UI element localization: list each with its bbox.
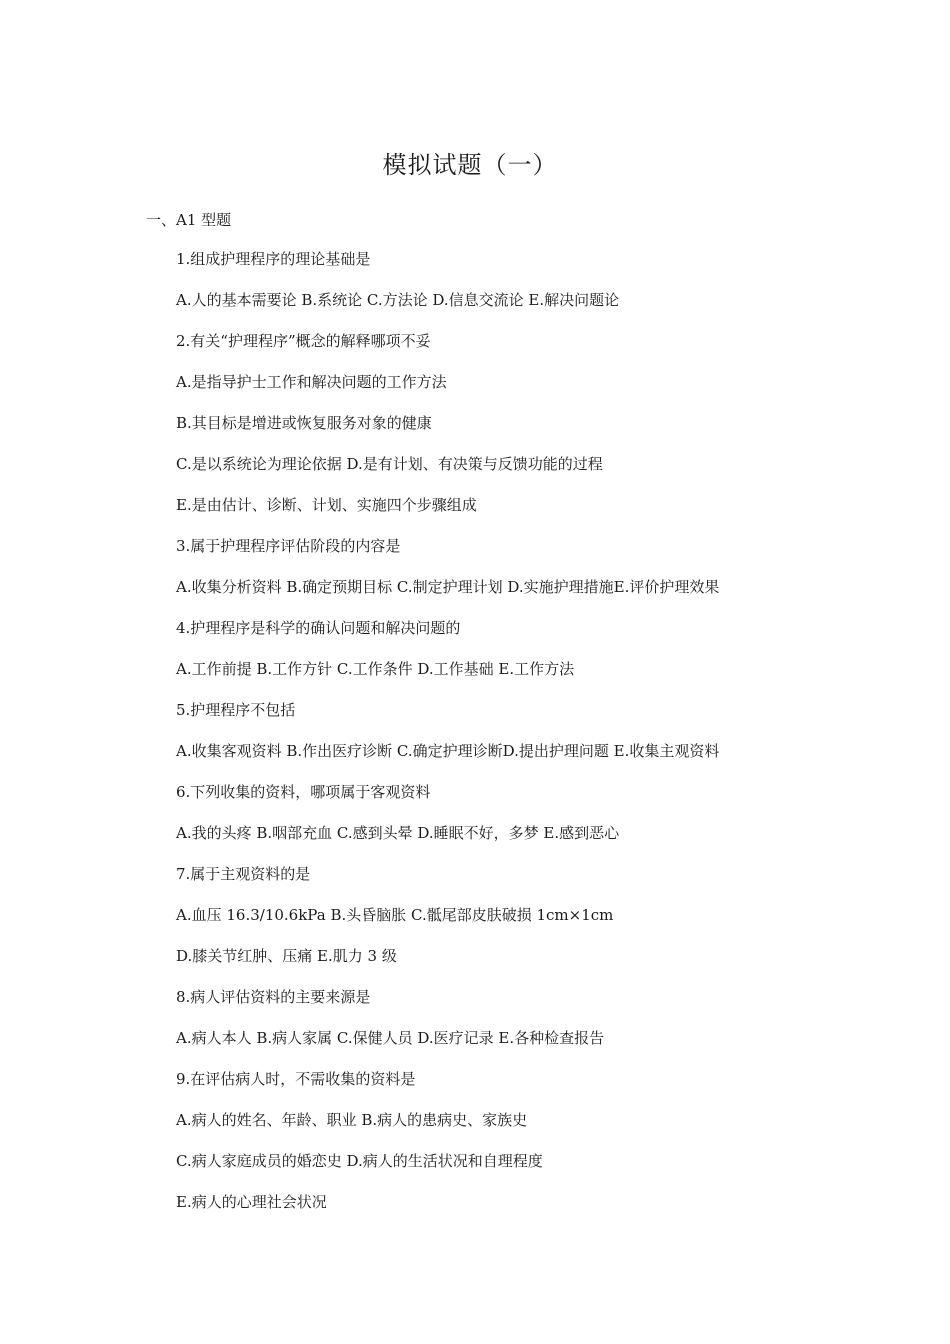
document-title: 模拟试题（一） [382,151,558,179]
question-9-option-e: E.病人的心理社会状况 [176,1193,327,1211]
question-6-stem: 6.下列收集的资料，哪项属于客观资料 [176,783,431,801]
question-3-stem: 3.属于护理程序评估阶段的内容是 [176,537,401,555]
question-1-options: A.人的基本需要论 B.系统论 C.方法论 D.信息交流论 E.解决问题论 [176,291,620,309]
question-9-options-c-d: C.病人家庭成员的婚恋史 D.病人的生活状况和自理程度 [176,1152,543,1170]
question-2-option-e: E.是由估计、诊断、计划、实施四个步骤组成 [176,496,477,514]
question-4-stem: 4.护理程序是科学的确认问题和解决问题的 [176,619,461,637]
question-8-stem: 8.病人评估资料的主要来源是 [176,988,371,1006]
question-2-option-b: B.其目标是增进或恢复服务对象的健康 [176,414,432,432]
section-heading: 一、A1 型题 [146,211,232,229]
question-2-stem: 2.有关“护理程序”概念的解释哪项不妥 [176,332,431,350]
question-2-options-c-d: C.是以系统论为理论依据 D.是有计划、有决策与反馈功能的过程 [176,455,603,473]
question-7-options-a-c: A.血压 16.3/10.6kPa B.头昏脑胀 C.骶尾部皮肤破损 1cm×1cm [176,906,614,924]
question-3-options: A.收集分析资料 B.确定预期目标 C.制定护理计划 D.实施护理措施E.评价护理效果 [176,578,720,596]
question-9-stem: 9.在评估病人时，不需收集的资料是 [176,1070,416,1088]
question-2-option-a: A.是指导护士工作和解决问题的工作方法 [176,373,447,391]
question-5-stem: 5.护理程序不包括 [176,701,296,719]
question-7-options-d-e: D.膝关节红肿、压痛 E.肌力 3 级 [176,947,397,965]
question-6-options: A.我的头疼 B.咽部充血 C.感到头晕 D.睡眠不好，多梦 E.感到恶心 [176,824,620,842]
question-9-options-a-b: A.病人的姓名、年龄、职业 B.病人的患病史、家族史 [176,1111,528,1129]
question-8-options: A.病人本人 B.病人家属 C.保健人员 D.医疗记录 E.各种检查报告 [176,1029,605,1047]
question-5-options: A.收集客观资料 B.作出医疗诊断 C.确定护理诊断D.提出护理问题 E.收集主观资料 [176,742,720,760]
question-4-options: A.工作前提 B.工作方针 C.工作条件 D.工作基础 E.工作方法 [176,660,575,678]
question-1-stem: 1.组成护理程序的理论基础是 [176,250,371,268]
question-list [176,249,916,1233]
question-7-stem: 7.属于主观资料的是 [176,865,311,883]
